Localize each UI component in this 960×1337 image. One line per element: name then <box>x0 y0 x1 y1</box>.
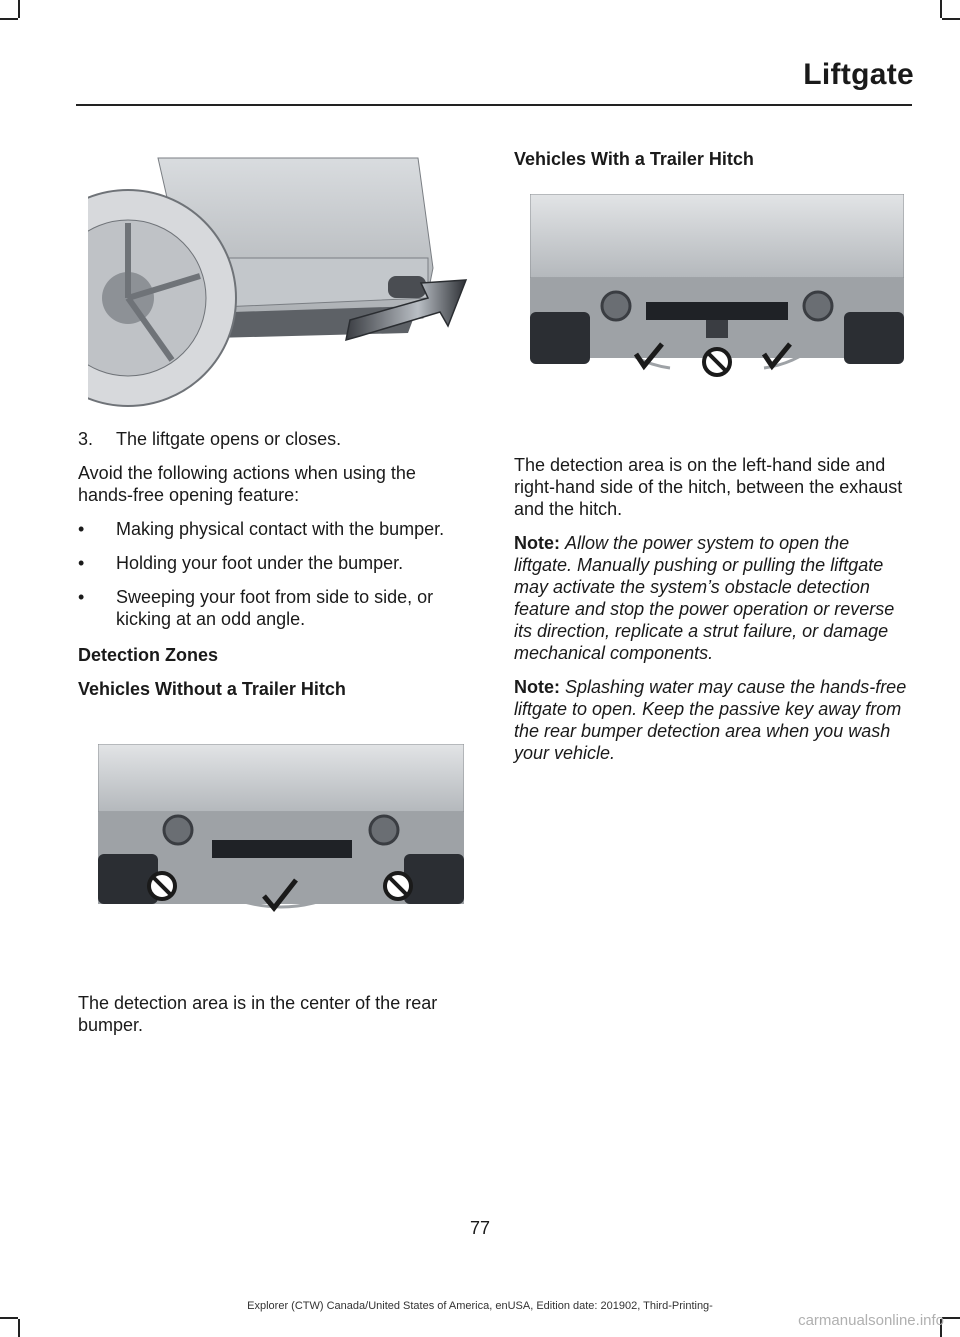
crop-mark <box>942 18 960 20</box>
prohibited-icon <box>385 873 411 899</box>
caption-without-hitch: The detection area is in the center of the rear bumper. <box>78 993 438 1035</box>
note-splashing-water <box>514 676 910 764</box>
step-3 <box>78 428 468 450</box>
bullet-text: Holding your foot under the bumper. <box>116 553 404 573</box>
note-text: Allow the power system to open the liftgate. Manually pushing or pulling the liftgate may activate the system’s obstacle detection feature and stop the power operation or reverse its direction, replicate a strut failure, or damage mechanical components. <box>514 533 895 663</box>
bullet-icon: • <box>78 553 85 573</box>
page-number: 77 <box>469 1218 491 1238</box>
note-label: Note: <box>514 533 560 553</box>
footer-edition: Explorer (CTW) Canada/United States of America, enUSA, Edition date: 201902, Third-Printing- <box>247 1300 713 1312</box>
avoid-actions-list <box>78 518 468 630</box>
step-text: The liftgate opens or closes. <box>116 429 342 449</box>
caption-with-hitch: The detection area is on the left-hand side and right-hand side of the hitch, between the exhaust and the hitch. <box>514 455 903 519</box>
list-item <box>78 518 468 540</box>
bullet-text: Sweeping your foot from side to side, or kicking at an odd angle. <box>116 587 434 629</box>
list-item <box>78 586 468 630</box>
bullet-text: Making physical contact with the bumper. <box>116 519 445 539</box>
crop-mark <box>942 1317 960 1319</box>
step-number: 3. <box>78 429 94 449</box>
crop-mark <box>0 1317 18 1319</box>
intro-text: Avoid the following actions when using the hands-free opening feature: <box>78 463 416 505</box>
bullet-icon: • <box>78 587 85 607</box>
prohibited-icon <box>149 873 175 899</box>
crop-mark <box>18 1319 20 1337</box>
figure-rear-bumper-kick <box>88 148 470 414</box>
subheading-with-hitch: Vehicles With a Trailer Hitch <box>514 149 754 169</box>
crop-mark <box>0 18 18 20</box>
prohibited-icon <box>704 349 730 375</box>
list-item <box>78 552 468 574</box>
note-label: Note: <box>514 677 560 697</box>
page-title: Liftgate <box>803 58 914 91</box>
note-power-system <box>514 532 910 664</box>
bullet-icon: • <box>78 519 85 539</box>
subheading-without-hitch: Vehicles Without a Trailer Hitch <box>78 679 346 699</box>
crop-mark <box>18 0 20 18</box>
watermark: carmanualsonline.info <box>798 1312 944 1329</box>
crop-mark <box>940 0 942 18</box>
header-divider <box>76 104 912 106</box>
figure-with-hitch <box>530 194 904 380</box>
section-heading: Detection Zones <box>78 645 219 665</box>
note-text: Splashing water may cause the hands-free liftgate to open. Keep the passive key away from the rear bumper detection area when you wash your vehicle. <box>514 677 907 763</box>
figure-without-hitch <box>98 744 464 924</box>
